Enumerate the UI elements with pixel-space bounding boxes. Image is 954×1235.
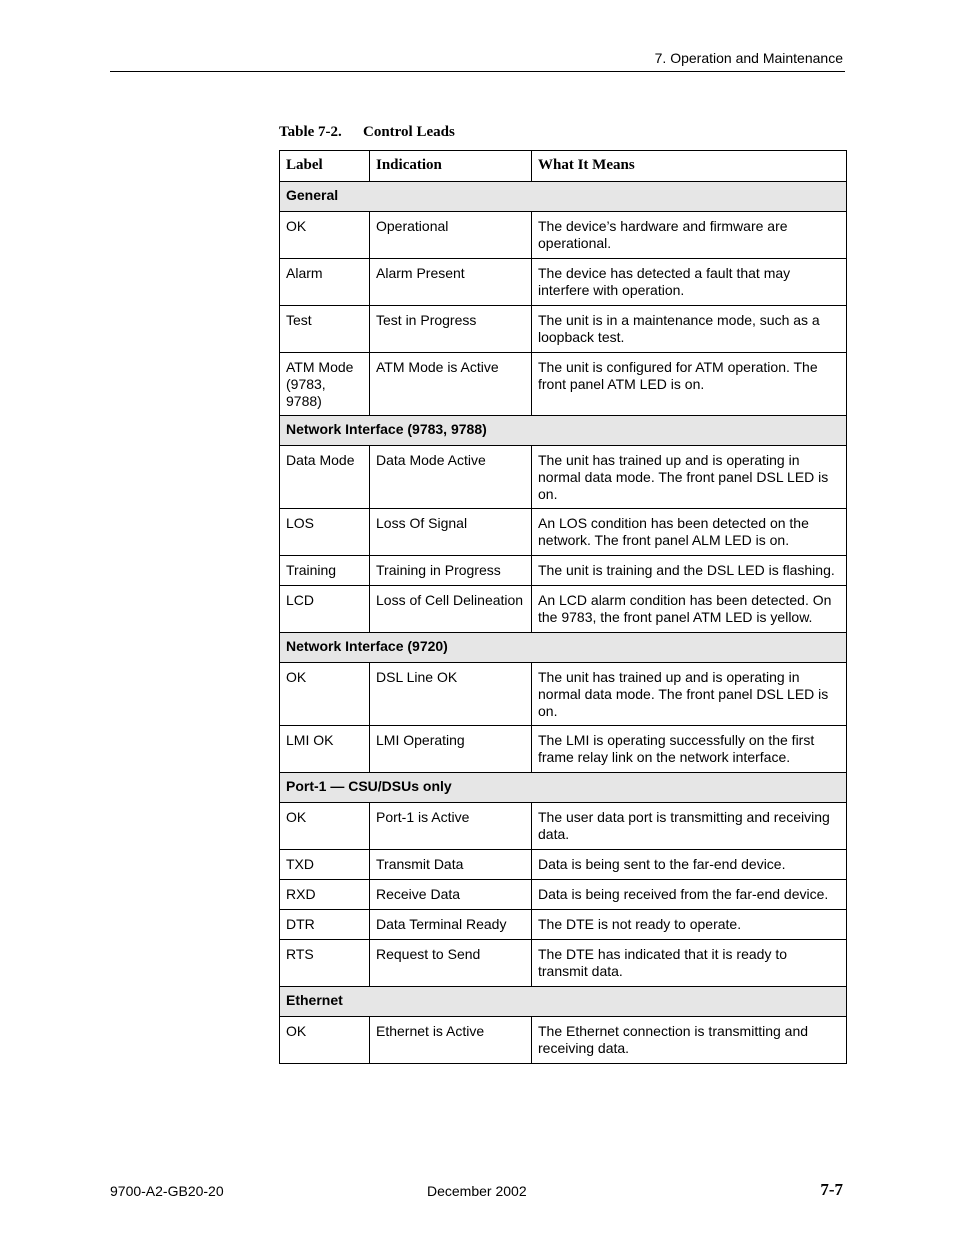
cell-label: OK [280,1017,370,1064]
column-header-meaning: What It Means [532,151,847,182]
header-rule [110,71,845,72]
cell-meaning: The DTE is not ready to operate. [532,910,847,940]
cell-indication: Test in Progress [370,306,532,353]
cell-label: Training [280,556,370,586]
table-row [280,880,847,910]
table-row [280,446,847,509]
running-header: 7. Operation and Maintenance [654,50,843,66]
table-row [280,850,847,880]
table-caption-title: Control Leads [363,124,455,140]
cell-meaning: An LOS condition has been detected on the network. The front panel ALM LED is on. [532,509,847,556]
footer-page-number: 7-7 [820,1180,843,1199]
cell-meaning: Data is being received from the far-end device. [532,880,847,910]
cell-label: RTS [280,940,370,987]
section-title: General [280,182,847,212]
cell-label: OK [280,663,370,726]
cell-label: LMI OK [280,726,370,773]
cell-label: DTR [280,910,370,940]
section-title: Ethernet [280,987,847,1017]
control-leads-table [279,150,847,1064]
cell-meaning: The user data port is transmitting and receiving data. [532,803,847,850]
table-row [280,726,847,773]
section-title: Port-1 — CSU/DSUs only [280,773,847,803]
cell-indication: DSL Line OK [370,663,532,726]
table-row [280,212,847,259]
cell-indication: LMI Operating [370,726,532,773]
cell-indication: Request to Send [370,940,532,987]
cell-indication: Data Mode Active [370,446,532,509]
table-row [280,940,847,987]
cell-indication: Data Terminal Ready [370,910,532,940]
cell-meaning: The unit has trained up and is operating in normal data mode. The front panel DSL LED is on. [532,446,847,509]
cell-label: LOS [280,509,370,556]
cell-indication: Loss Of Signal [370,509,532,556]
table-row [280,1017,847,1064]
cell-label: ATM Mode (9783, 9788) [280,353,370,416]
section-row-general [280,182,847,212]
table-row [280,259,847,306]
cell-meaning: An LCD alarm condition has been detected. On the 9783, the front panel ATM LED is yellow. [532,586,847,633]
cell-indication: Receive Data [370,880,532,910]
table-caption [279,123,455,141]
table-row [280,586,847,633]
cell-meaning: The unit is training and the DSL LED is flashing. [532,556,847,586]
cell-indication: Loss of Cell Delineation [370,586,532,633]
cell-label: OK [280,803,370,850]
section-title: Network Interface (9783, 9788) [280,416,847,446]
cell-label: Test [280,306,370,353]
table-header-row [280,151,847,182]
footer-doc-number: 9700-A2-GB20-20 [110,1183,224,1199]
cell-label: Data Mode [280,446,370,509]
cell-meaning: The device has detected a fault that may interfere with operation. [532,259,847,306]
cell-indication: Alarm Present [370,259,532,306]
table-caption-number: Table 7-2. [279,124,342,140]
section-row-network-interface-9783-9788 [280,416,847,446]
cell-meaning: The unit is configured for ATM operation. The front panel ATM LED is on. [532,353,847,416]
cell-label: RXD [280,880,370,910]
cell-indication: Training in Progress [370,556,532,586]
section-title: Network Interface (9720) [280,633,847,663]
cell-meaning: Data is being sent to the far-end device. [532,850,847,880]
cell-indication: Port-1 is Active [370,803,532,850]
cell-indication: Ethernet is Active [370,1017,532,1064]
footer-date: December 2002 [427,1183,527,1199]
cell-indication: ATM Mode is Active [370,353,532,416]
table-row [280,803,847,850]
cell-meaning: The LMI is operating successfully on the first frame relay link on the network interface. [532,726,847,773]
cell-meaning: The Ethernet connection is transmitting and receiving data. [532,1017,847,1064]
table-row [280,353,847,416]
column-header-indication: Indication [370,151,532,182]
table-row [280,910,847,940]
table-row [280,556,847,586]
cell-indication: Operational [370,212,532,259]
column-header-label: Label [280,151,370,182]
cell-meaning: The unit is in a maintenance mode, such as a loopback test. [532,306,847,353]
cell-label: LCD [280,586,370,633]
section-row-ethernet [280,987,847,1017]
cell-label: OK [280,212,370,259]
cell-meaning: The device’s hardware and firmware are operational. [532,212,847,259]
table-row [280,306,847,353]
cell-label: TXD [280,850,370,880]
cell-label: Alarm [280,259,370,306]
cell-indication: Transmit Data [370,850,532,880]
section-row-port-1 [280,773,847,803]
table-row [280,663,847,726]
cell-meaning: The unit has trained up and is operating in normal data mode. The front panel DSL LED is on. [532,663,847,726]
table-row [280,509,847,556]
cell-meaning: The DTE has indicated that it is ready to transmit data. [532,940,847,987]
section-row-network-interface-9720 [280,633,847,663]
